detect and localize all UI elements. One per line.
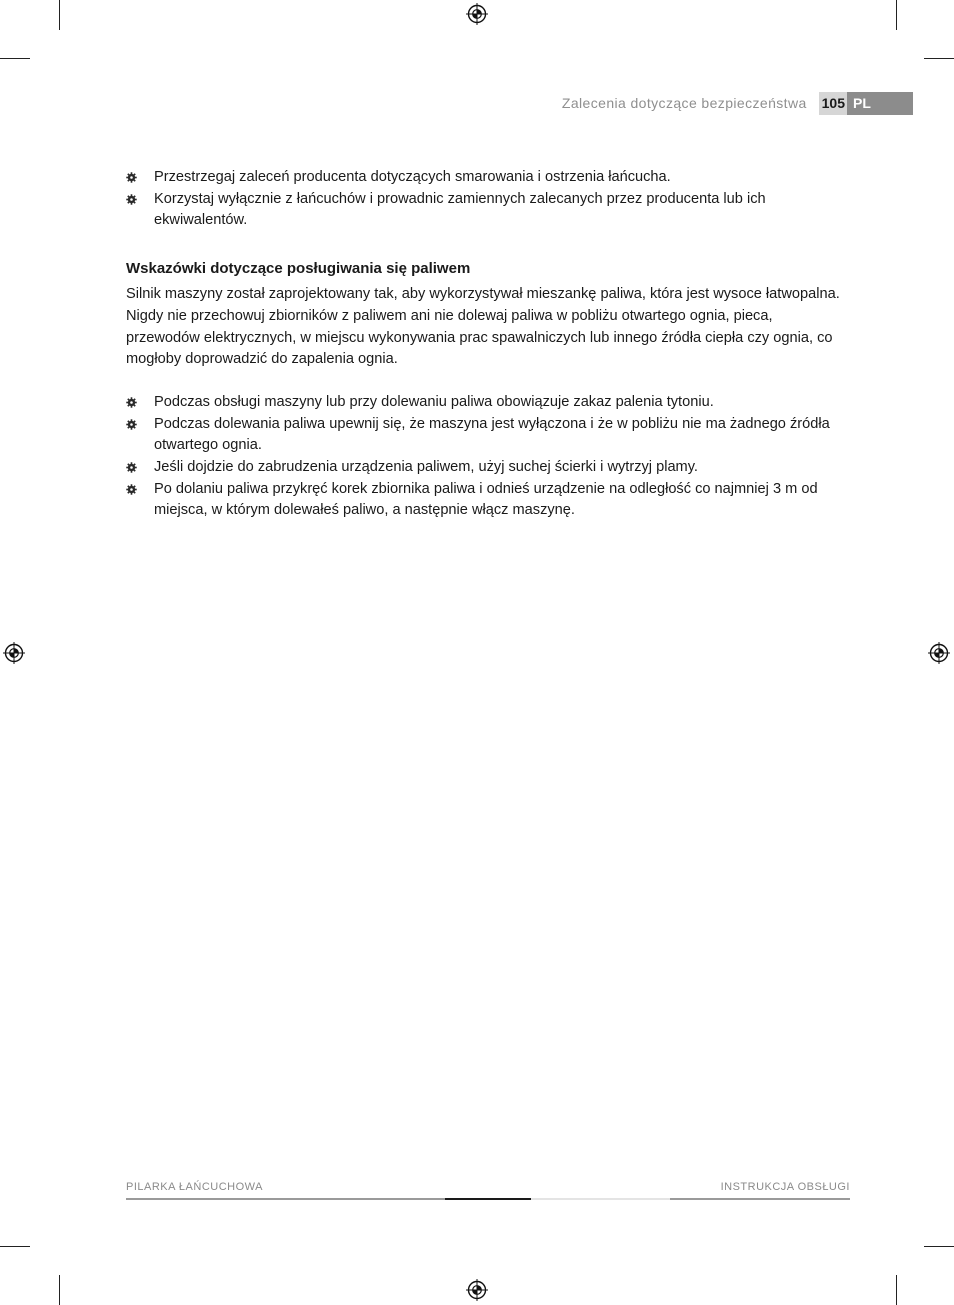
list-item [126,167,848,189]
main-content [126,167,848,522]
list-item-text: Przestrzegaj zaleceń producenta dotyczących smarowania i ostrzenia łańcucha. [154,169,671,185]
gear-bullet-icon [126,419,137,430]
footer-divider [531,1198,670,1200]
language-badge: PL [847,92,913,115]
gear-bullet-icon [126,397,137,408]
list-item [126,457,848,479]
crop-mark [59,0,60,30]
list-item [126,392,848,414]
gear-bullet-icon [126,462,137,473]
registration-mark-icon [928,642,950,664]
registration-mark-icon [466,1279,488,1301]
footer-divider [126,1198,445,1200]
gear-bullet-icon [126,172,137,183]
section-title: Zalecenia dotyczące bezpieczeństwa [561,95,807,111]
crop-mark [896,1275,897,1305]
crop-mark [0,58,30,59]
bullet-list-bottom [126,392,848,522]
list-item-text: Korzystaj wyłącznie z łańcuchów i prowadnic zamiennych zalecanych przez producenta lub ich ekwiwalentów. [154,190,766,229]
page-number: 105 [819,92,847,115]
crop-mark [924,1246,954,1247]
gear-bullet-icon [126,194,137,205]
bullet-list-top [126,167,848,232]
list-item-text: Podczas dolewania paliwa upewnij się, że maszyna jest wyłączona i że w pobliżu nie ma żadnego źródła otwartego ognia. [154,415,830,454]
list-item [126,414,848,457]
footer-divider [670,1198,850,1200]
crop-mark [896,0,897,30]
crop-mark [0,1246,30,1247]
list-item-text: Podczas obsługi maszyny lub przy dolewaniu paliwa obowiązuje zakaz palenia tytoniu. [154,393,714,410]
crop-mark [924,58,954,59]
running-header [562,92,913,115]
registration-mark-icon [3,642,25,664]
gear-bullet-icon [126,484,137,495]
footer-product-name: PILARKA ŁAŃCUCHOWA [126,1181,263,1193]
list-item-text: Jeśli dojdzie do zabrudzenia urządzenia paliwem, użyj suchej ścierki i wytrzyj plamy. [154,459,698,476]
footer-divider-accent [445,1198,531,1200]
crop-mark [59,1275,60,1305]
list-item [126,479,848,522]
section-heading: Wskazówki dotyczące posługiwania się paliwem [126,260,471,278]
spacer [126,371,848,392]
body-paragraph: Silnik maszyny został zaprojektowany tak, aby wykorzystywał mieszankę paliwa, która jest wysoce łatwopalna. Nigdy nie przechowuj zbiorników z paliwem ani nie dolewaj paliwa w pobliżu otwartego ognia, pieca, przewodów elektrycznych, w miejscu wykonywania prac spawalniczych lub innego źródła ciepła czy ognia, co mogłoby doprowadzić do zapalenia ognia. [126,286,840,368]
list-item [126,189,848,232]
registration-mark-icon [466,3,488,25]
footer-document-name: INSTRUKCJA OBSŁUGI [720,1181,850,1193]
list-item-text: Po dolaniu paliwa przykręć korek zbiornika paliwa i odnieś urządzenie na odległość co najmniej 3 m od miejsca, w którym dolewałeś paliwo, a następnie włącz maszynę. [154,480,818,519]
